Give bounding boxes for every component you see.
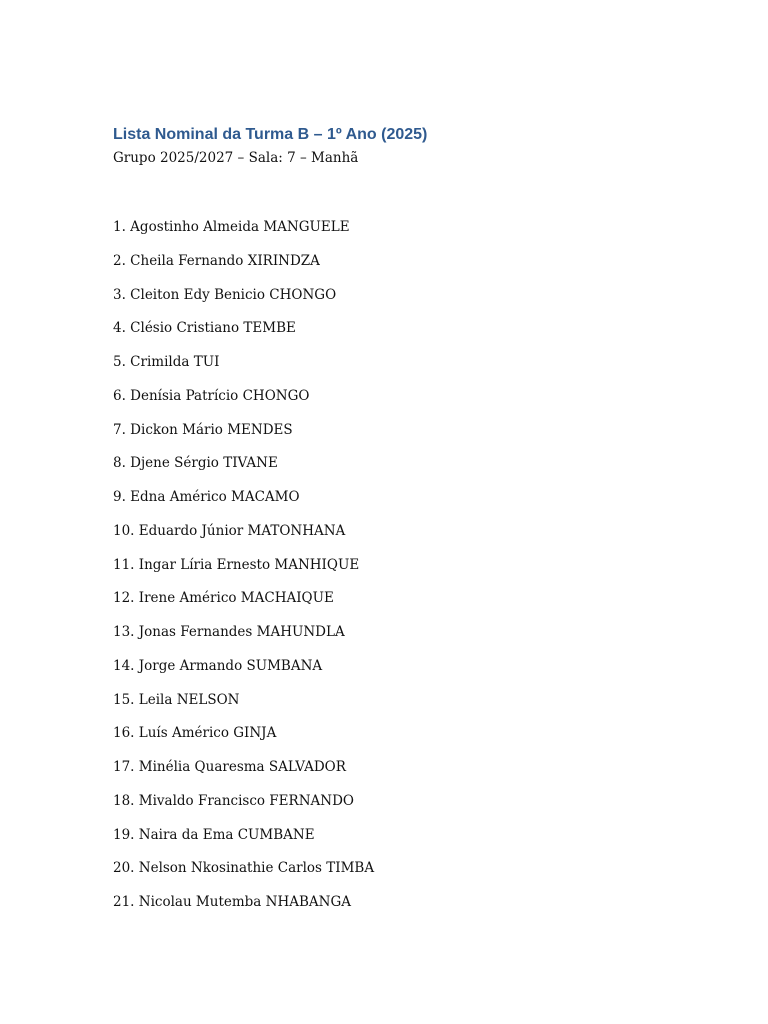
list-item: 11. Ingar Líria Ernesto MANHIQUE	[113, 556, 360, 573]
list-item: 14. Jorge Armando SUMBANA	[113, 657, 323, 674]
list-item: 8. Djene Sérgio TIVANE	[113, 455, 278, 472]
list-item: 3. Cleiton Edy Benicio CHONGO	[113, 286, 337, 303]
list-item: 15. Leila NELSON	[113, 691, 240, 708]
page-title: Lista Nominal da Turma B – 1º Ano (2025)	[113, 126, 428, 143]
list-item: 21. Nicolau Mutemba NHABANGA	[113, 894, 351, 910]
list-item: 13. Jonas Fernandes MAHUNDLA	[113, 624, 345, 640]
list-item: 9. Edna Américo MACAMO	[113, 489, 300, 505]
list-item: 12. Irene Américo MACHAIQUE	[113, 590, 334, 607]
list-item: 10. Eduardo Júnior MATONHANA	[113, 522, 346, 539]
page-subtitle: Grupo 2025/2027 – Sala: 7 – Manhã	[113, 150, 359, 166]
list-item: 1. Agostinho Almeida MANGUELE	[113, 219, 350, 235]
list-item: 20. Nelson Nkosinathie Carlos TIMBA	[113, 860, 375, 877]
list-item: 4. Clésio Cristiano TEMBE	[113, 320, 296, 337]
list-item: 6. Denísia Patrício CHONGO	[113, 387, 310, 404]
list-item: 16. Luís Américo GINJA	[113, 725, 277, 742]
list-item: 2. Cheila Fernando XIRINDZA	[113, 252, 320, 269]
list-item: 18. Mivaldo Francisco FERNANDO	[113, 792, 354, 809]
student-list	[113, 215, 374, 924]
document-page	[113, 124, 673, 910]
list-item: 17. Minélia Quaresma SALVADOR	[113, 759, 346, 775]
list-item: 19. Naira da Ema CUMBANE	[113, 826, 315, 843]
list-item: 7. Dickon Mário MENDES	[113, 421, 293, 438]
list-item: 5. Crimilda TUI	[113, 354, 220, 370]
